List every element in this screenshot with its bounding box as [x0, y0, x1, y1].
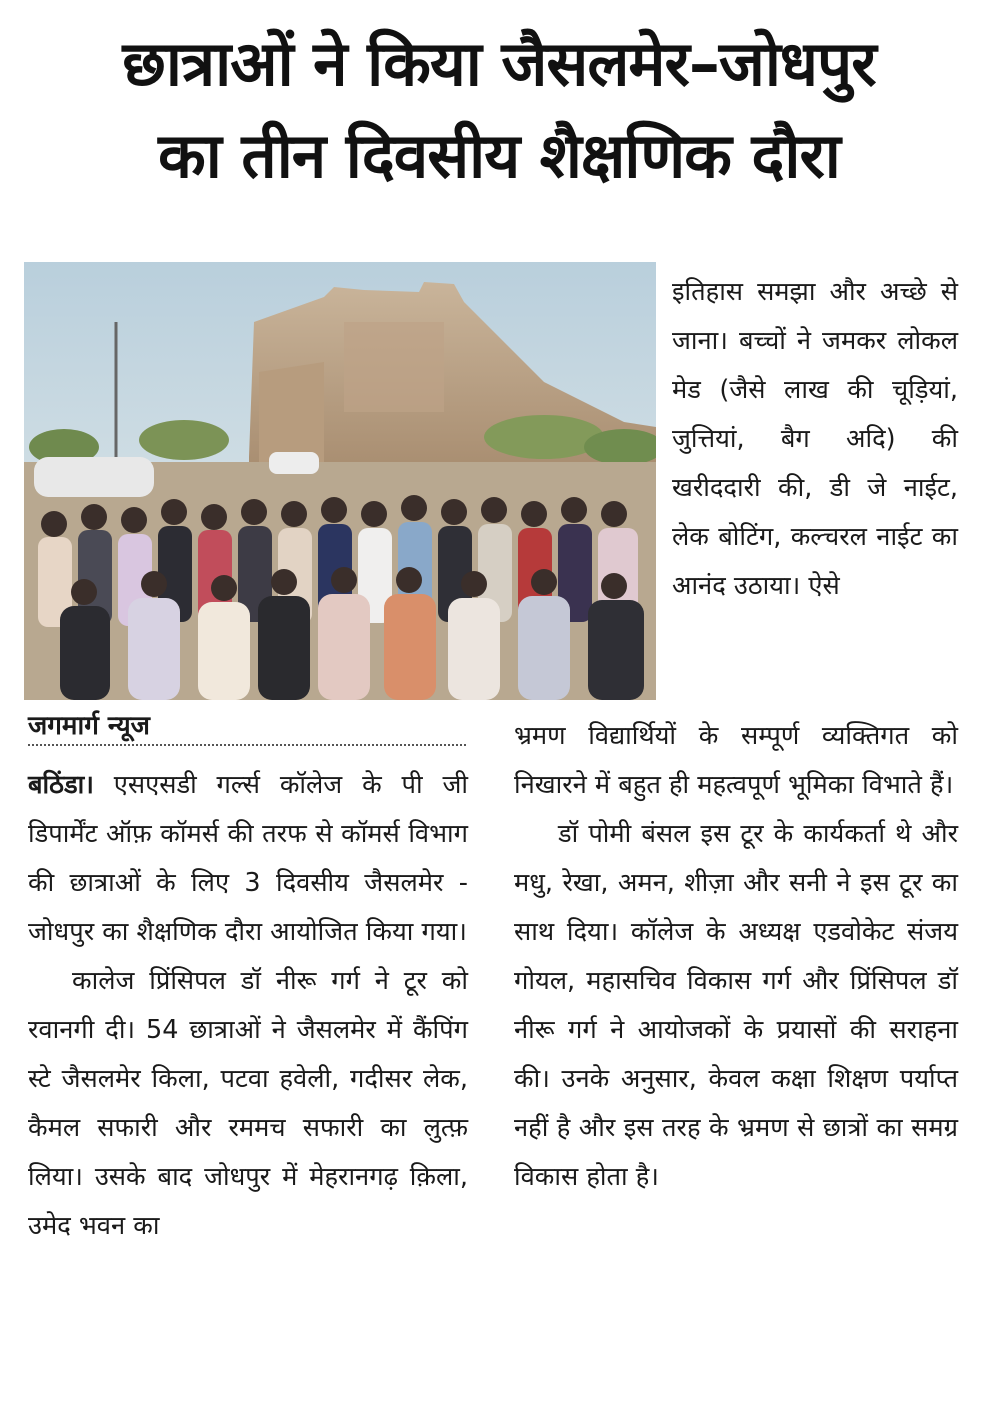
article-paragraph-1: [28, 761, 468, 957]
article-paragraph-1-text: एसएसडी गर्ल्स कॉलेज के पी जी डिपार्मेंट ऑफ़ कॉमर्स की तरफ से कॉमर्स विभाग की छात्राओं के लिए 3 दिवसीय जैसलमेर - जोधपुर का शैक्षणिक दौरा आयोजित किया गया।: [28, 770, 468, 947]
headline: [20, 18, 978, 202]
article-paragraph-2-end: भ्रमण विद्यार्थियों के सम्पूर्ण व्यक्तिगत को निखारने में बहुत ही महत्वपूर्ण भूमिका विभाते हैं।: [514, 721, 958, 800]
article-column-left: [28, 761, 468, 1251]
headline-line-1: छात्राओं ने किया जैसलमेर–जोधपुर: [122, 27, 876, 100]
news-photo: [24, 262, 656, 700]
article-column-right-top: [672, 268, 958, 611]
group-photo-at-mehrangarh-fort-icon: [24, 262, 656, 700]
headline-line-2: का तीन दिवसीय शैक्षणिक दौरा: [158, 119, 840, 192]
byline: जगमार्ग न्यूज: [28, 708, 466, 746]
article-paragraph-3: डॉ पोमी बंसल इस टूर के कार्यकर्ता थे और मधु, रेखा, अमन, शीज़ा और सनी ने इस टूर का साथ दिया। कॉलेज के अध्यक्ष एडवोकेट संजय गोयल, महासचिव विकास गर्ग और प्रिंसिपल डॉ नीरू गर्ग ने आयोजकों के प्रयासों की सराहना की। उनके अनुसार, केवल कक्षा शिक्षण पर्याप्त नहीं है और इस तरह के भ्रमण से छात्रों का समग्र विकास होता है।: [514, 819, 958, 1192]
article-paragraph-2-continued: इतिहास समझा और अच्छे से जाना। बच्चों ने जमकर लोकल मेड (जैसे लाख की चूड़ियां, जुत्तियां, बैग अदि) की खरीददारी की, डी जे नाईट, लेक बोटिंग, कल्चरल नाईट का आनंद उठाया। ऐसे: [672, 277, 958, 601]
article-column-right: [514, 712, 958, 1202]
dateline: बठिंडा।: [28, 770, 94, 800]
article-paragraph-2: कालेज प्रिंसिपल डॉ नीरू गर्ग ने टूर को रवानगी दी। 54 छात्राओं ने जैसलमेर में कैंपिंग स्टे जैसलमेर किला, पटवा हवेली, गदीसर लेक, कैमल सफारी और रममच सफारी का लुत्फ़ लिया। उसके बाद जोधपुर में मेहरानगढ़ क़िला, उमेद भवन का: [28, 966, 468, 1241]
